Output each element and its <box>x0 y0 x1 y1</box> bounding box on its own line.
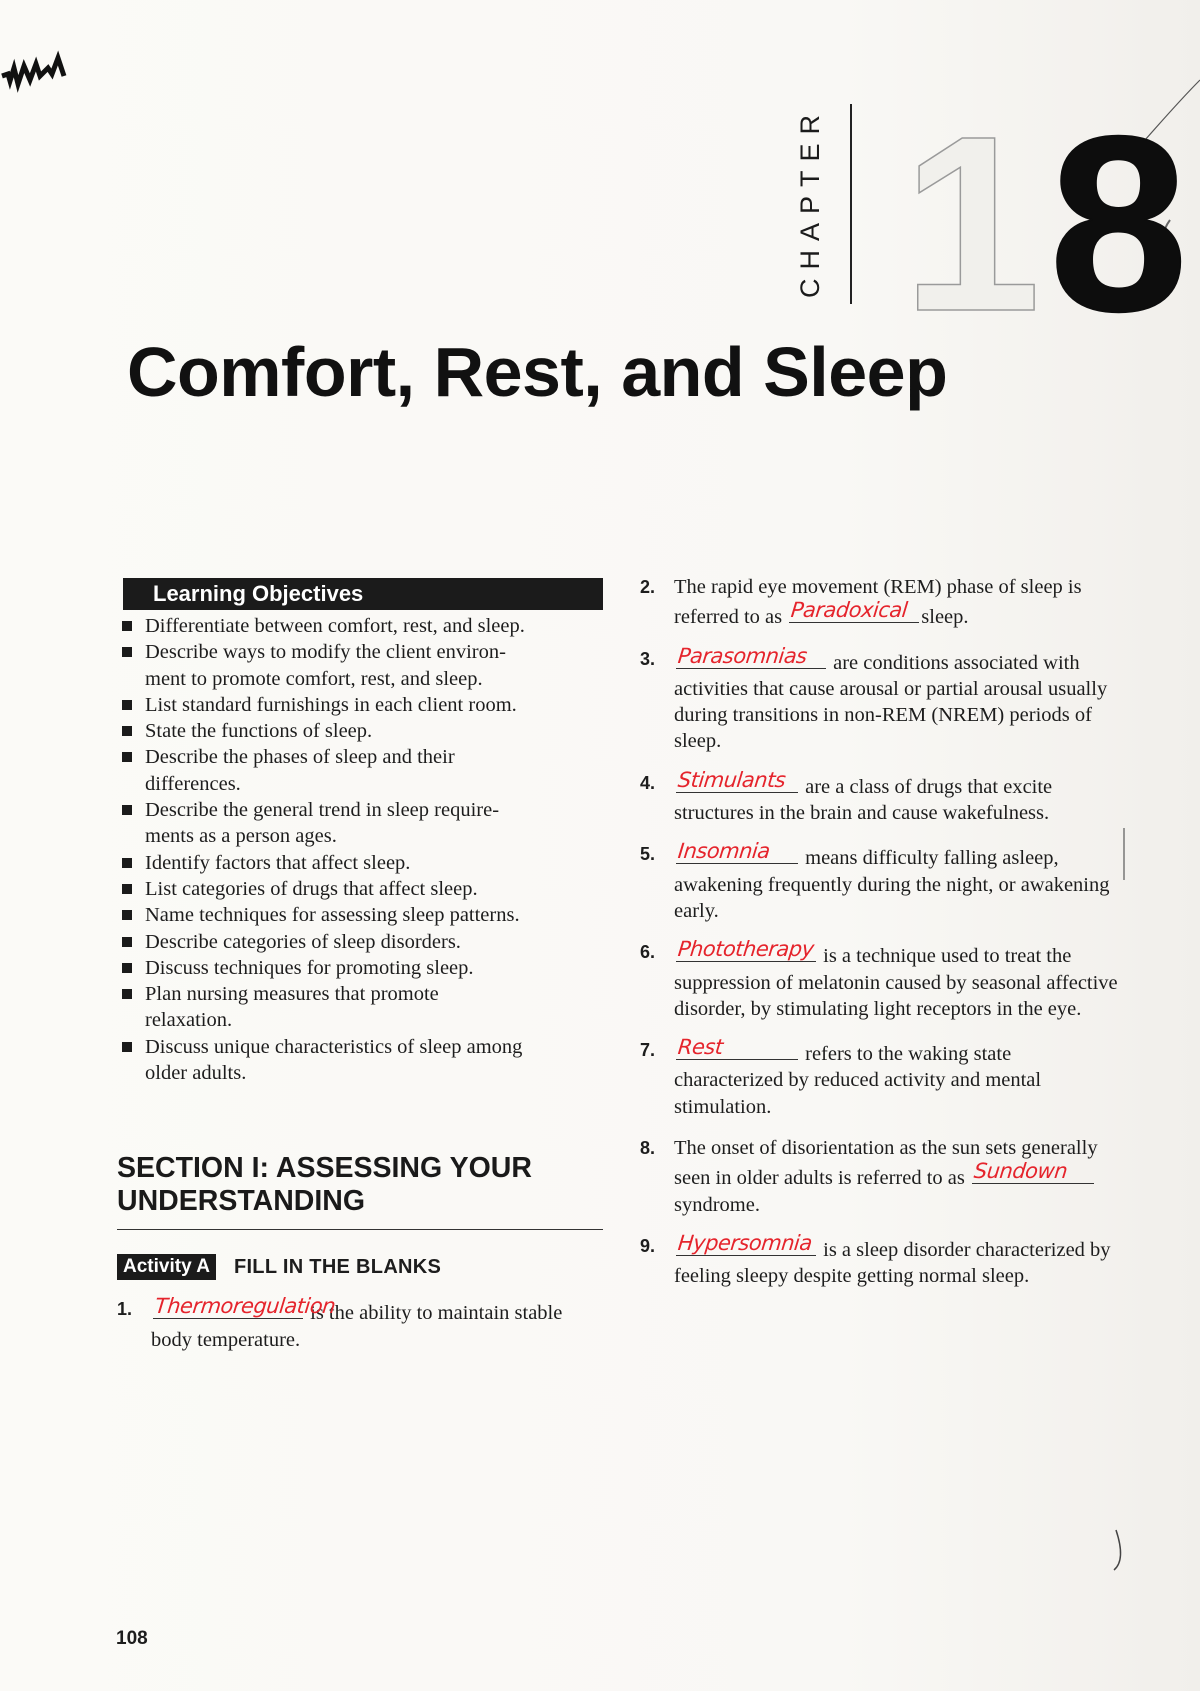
objective-item: Describe categories of sleep disorders. <box>117 929 603 955</box>
objective-item: State the functions of sleep. <box>117 718 603 744</box>
question-text-end: sleep. <box>921 606 969 629</box>
answer-blank[interactable] <box>676 643 826 669</box>
question-number: 2. <box>640 577 656 597</box>
right-column <box>640 574 1120 1305</box>
answer-blank[interactable] <box>789 600 919 623</box>
question-text: refers to the waking state characterized by reduced activity and mental stimulation. <box>674 1043 1042 1118</box>
bullet-square-icon <box>122 805 132 815</box>
objective-item: Plan nursing measures that promote relaxation. <box>117 981 603 1034</box>
answer-blank[interactable] <box>676 1230 816 1256</box>
bullet-square-icon <box>122 621 132 631</box>
objective-item: Discuss techniques for promoting sleep. <box>117 955 603 981</box>
question-7 <box>640 1037 1120 1120</box>
bullet-square-icon <box>122 884 132 894</box>
handwritten-answer: Insomnia <box>676 839 772 864</box>
question-4 <box>640 767 1120 827</box>
bullet-square-icon <box>122 858 132 868</box>
handwritten-answer: Paradoxical <box>790 598 909 623</box>
question-text-end: syndrome. <box>674 1193 760 1216</box>
bullet-square-icon <box>122 1042 132 1052</box>
chapter-divider <box>850 104 852 304</box>
chapter-label <box>790 92 830 304</box>
question-number: 7. <box>640 1040 656 1061</box>
bullet-square-icon <box>122 647 132 657</box>
question-text: are conditions associated with activities that cause arousal or partial arousal usually during transitions in non-REM (NREM) periods of sleep. <box>674 651 1108 753</box>
question-text: means difficulty falling asleep, awakening frequently during the night, or awakening early. <box>674 847 1110 922</box>
question-number: 1. <box>117 1299 133 1320</box>
activity-badge: Activity A <box>117 1254 216 1280</box>
question-9 <box>640 1230 1120 1290</box>
question-text: The onset of disorientation as the sun sets generally seen in older adults is referred to as <box>674 1137 1098 1190</box>
objective-item: List standard furnishings in each client room. <box>117 692 603 718</box>
bullet-square-icon <box>122 989 132 999</box>
handwritten-answer: Stimulants <box>676 767 787 792</box>
question-text: is a sleep disorder characterized by feeling sleepy despite getting normal sleep. <box>674 1238 1111 1288</box>
handwritten-answer: Phototherapy <box>676 937 815 962</box>
question-text: are a class of drugs that excite structures in the brain and cause wakefulness. <box>674 775 1053 825</box>
question-text: is a technique used to treat the suppression of melatonin caused by seasonal affective disorder, by stimulating light receptors in the eye. <box>674 945 1118 1020</box>
objective-item: Describe the general trend in sleep require- ments as a person ages. <box>117 797 603 850</box>
answer-blank[interactable] <box>972 1161 1094 1184</box>
handwritten-answer: Thermoregulation <box>153 1294 337 1319</box>
question-number: 6. <box>640 942 656 963</box>
objective-item: Describe the phases of sleep and their differences. <box>117 744 603 797</box>
scan-artifact-mark <box>0 46 70 106</box>
bullet-square-icon <box>122 963 132 973</box>
answer-blank[interactable] <box>676 841 798 864</box>
chapter-label-text: CHAPTER <box>795 105 825 298</box>
question-3 <box>640 643 1120 755</box>
chapter-number <box>862 84 1197 363</box>
bullet-square-icon <box>122 752 132 762</box>
handwritten-answer: Parasomnias <box>676 643 808 668</box>
handwritten-answer: Sundown <box>972 1159 1069 1184</box>
page-number: 108 <box>116 1628 148 1649</box>
bullet-square-icon <box>122 937 132 947</box>
question-number: 5. <box>640 844 656 865</box>
left-column <box>117 578 603 1353</box>
question-6 <box>640 939 1120 1022</box>
answer-blank[interactable] <box>153 1294 337 1319</box>
question-8 <box>640 1135 1120 1218</box>
chapter-number-text: 18 <box>902 84 1197 363</box>
question-number: 9. <box>640 1235 656 1256</box>
question-number: 3. <box>640 648 656 669</box>
bullet-square-icon <box>122 700 132 710</box>
handwritten-answer: Hypersomnia <box>676 1230 814 1255</box>
objective-item: Differentiate between comfort, rest, and sleep. <box>117 613 603 639</box>
handwritten-answer: Rest <box>676 1035 724 1060</box>
answer-blank[interactable] <box>676 1037 798 1060</box>
question-number: 8. <box>640 1138 656 1159</box>
activity-header <box>117 1254 603 1280</box>
objective-item: Name techniques for assessing sleep patterns. <box>117 902 603 928</box>
section-heading: SECTION I: ASSESSING YOUR UNDERSTANDING <box>117 1152 603 1230</box>
answer-blank[interactable] <box>676 939 816 962</box>
objective-item: Discuss unique characteristics of sleep among older adults. <box>117 1034 603 1087</box>
question-text: is the ability to maintain stable body temperature. <box>151 1302 563 1351</box>
question-1 <box>117 1296 603 1353</box>
question-text: The rapid eye movement (REM) phase of sleep is referred to as <box>674 576 1082 629</box>
answer-blank[interactable] <box>676 767 798 793</box>
chapter-title: Comfort, Rest, and Sleep <box>127 333 948 411</box>
question-2 <box>640 574 1120 631</box>
question-5 <box>640 841 1120 924</box>
objective-item: Identify factors that affect sleep. <box>117 850 603 876</box>
objective-item: Describe ways to modify the client environ- ment to promote comfort, rest, and sleep. <box>117 639 603 692</box>
learning-objectives-heading: Learning Objectives <box>123 578 603 610</box>
objective-item: List categories of drugs that affect sleep. <box>117 876 603 902</box>
objectives-list <box>117 613 603 1086</box>
question-number: 4. <box>640 772 656 793</box>
activity-title: FILL IN THE BLANKS <box>233 1255 442 1278</box>
bullet-square-icon <box>122 910 132 920</box>
bullet-square-icon <box>122 726 132 736</box>
